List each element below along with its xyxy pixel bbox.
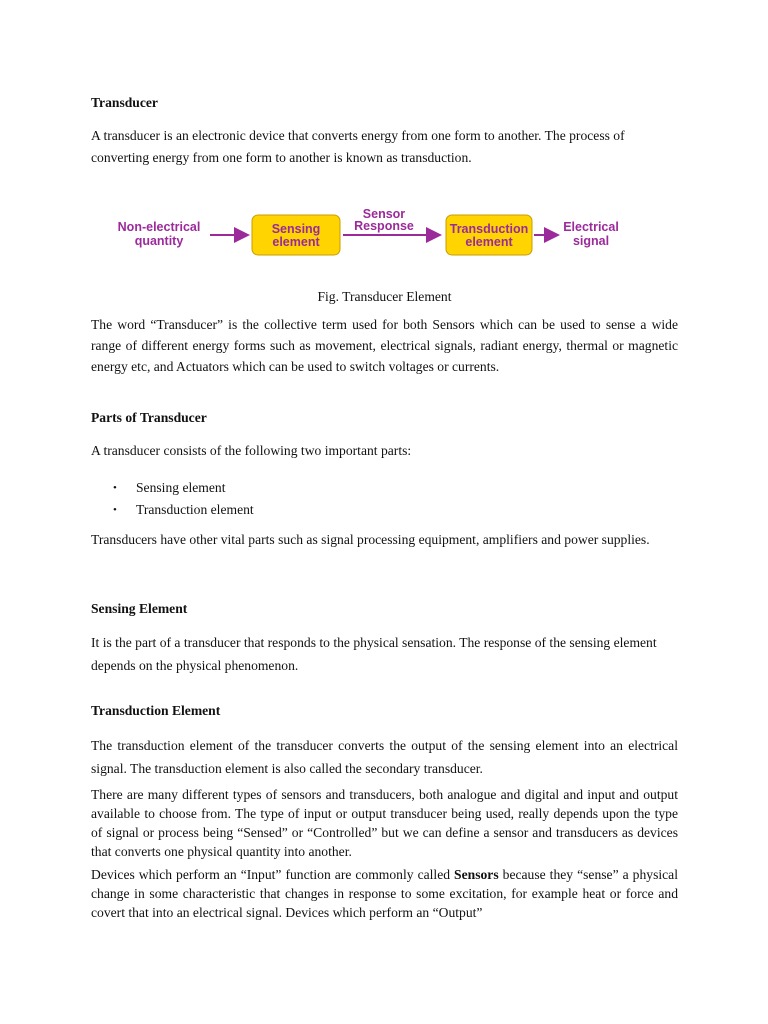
diagram-mid-label-2: Response	[354, 219, 414, 233]
heading-sensing: Sensing Element	[91, 601, 188, 616]
heading-parts: Parts of Transducer	[91, 410, 207, 425]
heading-transduction: Transduction Element	[91, 703, 221, 718]
list-item-label: Transduction element	[136, 502, 254, 517]
diagram-box-transduction-label-1: Transduction	[449, 222, 529, 236]
para-transducer-definition: A transducer is an electronic device that converts energy from one form to another. The process of converting energy from one form to another is known as transduction.	[91, 128, 625, 165]
parts-list	[91, 477, 678, 521]
bullet-icon: •	[113, 482, 117, 494]
para3-text-a: Devices which perform an “Input” function are commonly called	[91, 867, 455, 882]
diagram-input-label-2: quantity	[134, 234, 184, 248]
diagram-output-label-1: Electrical	[563, 220, 619, 234]
figure-caption: Fig. Transducer Element	[317, 289, 452, 304]
list-item	[91, 477, 678, 499]
diagram-box-transduction-label-2: element	[465, 235, 513, 249]
transducer-diagram	[100, 200, 640, 265]
list-item-label: Sensing element	[136, 480, 226, 495]
diagram-box-sensing-label-2: element	[272, 235, 320, 249]
para-parts-intro: A transducer consists of the following two important parts:	[91, 443, 412, 458]
para-transduction-2: There are many different types of sensors and transducers, both analogue and digital and input and output available to choose from. The type of input or output transducer being used, really depends upon the type of signal or process being “Sensed” or “Controlled” but we can define a sensor and transducers as devices that converts one physical quantity into another.	[91, 787, 678, 859]
para-transduction-3	[91, 865, 678, 922]
para-word-transducer: The word “Transducer” is the collective term used for both Sensors which can be used to sense a wide range of different energy forms such as movement, electrical signals, radiant energy, thermal or magnetic energy etc, and Actuators which can be used to switch voltages or currents.	[91, 317, 678, 374]
diagram-output-label-2: signal	[572, 234, 610, 248]
heading-transducer: Transducer	[91, 95, 158, 110]
diagram-input-label-1: Non-electrical	[117, 220, 201, 234]
list-item	[91, 499, 678, 521]
para3-text-b: because they “sense” a physical change in some characteristic that changes in response to some excitation, for example heat or force and covert that into an electrical signal. Devices which perform an “Output”	[91, 867, 678, 920]
bullet-icon: •	[113, 504, 117, 516]
para-transduction-1: The transduction element of the transducer converts the output of the sensing element into an electrical signal. The transduction element is also called the secondary transducer.	[91, 738, 678, 776]
para3-bold-sensors: Sensors	[454, 867, 499, 882]
para-parts-after: Transducers have other vital parts such as signal processing equipment, amplifiers and power supplies.	[91, 532, 650, 547]
diagram-box-sensing-label-1: Sensing	[271, 222, 321, 236]
para-sensing: It is the part of a transducer that responds to the physical sensation. The response of the sensing element depends on the physical phenomenon.	[91, 635, 657, 673]
diagram-mid-label-1: Sensor	[362, 207, 406, 221]
